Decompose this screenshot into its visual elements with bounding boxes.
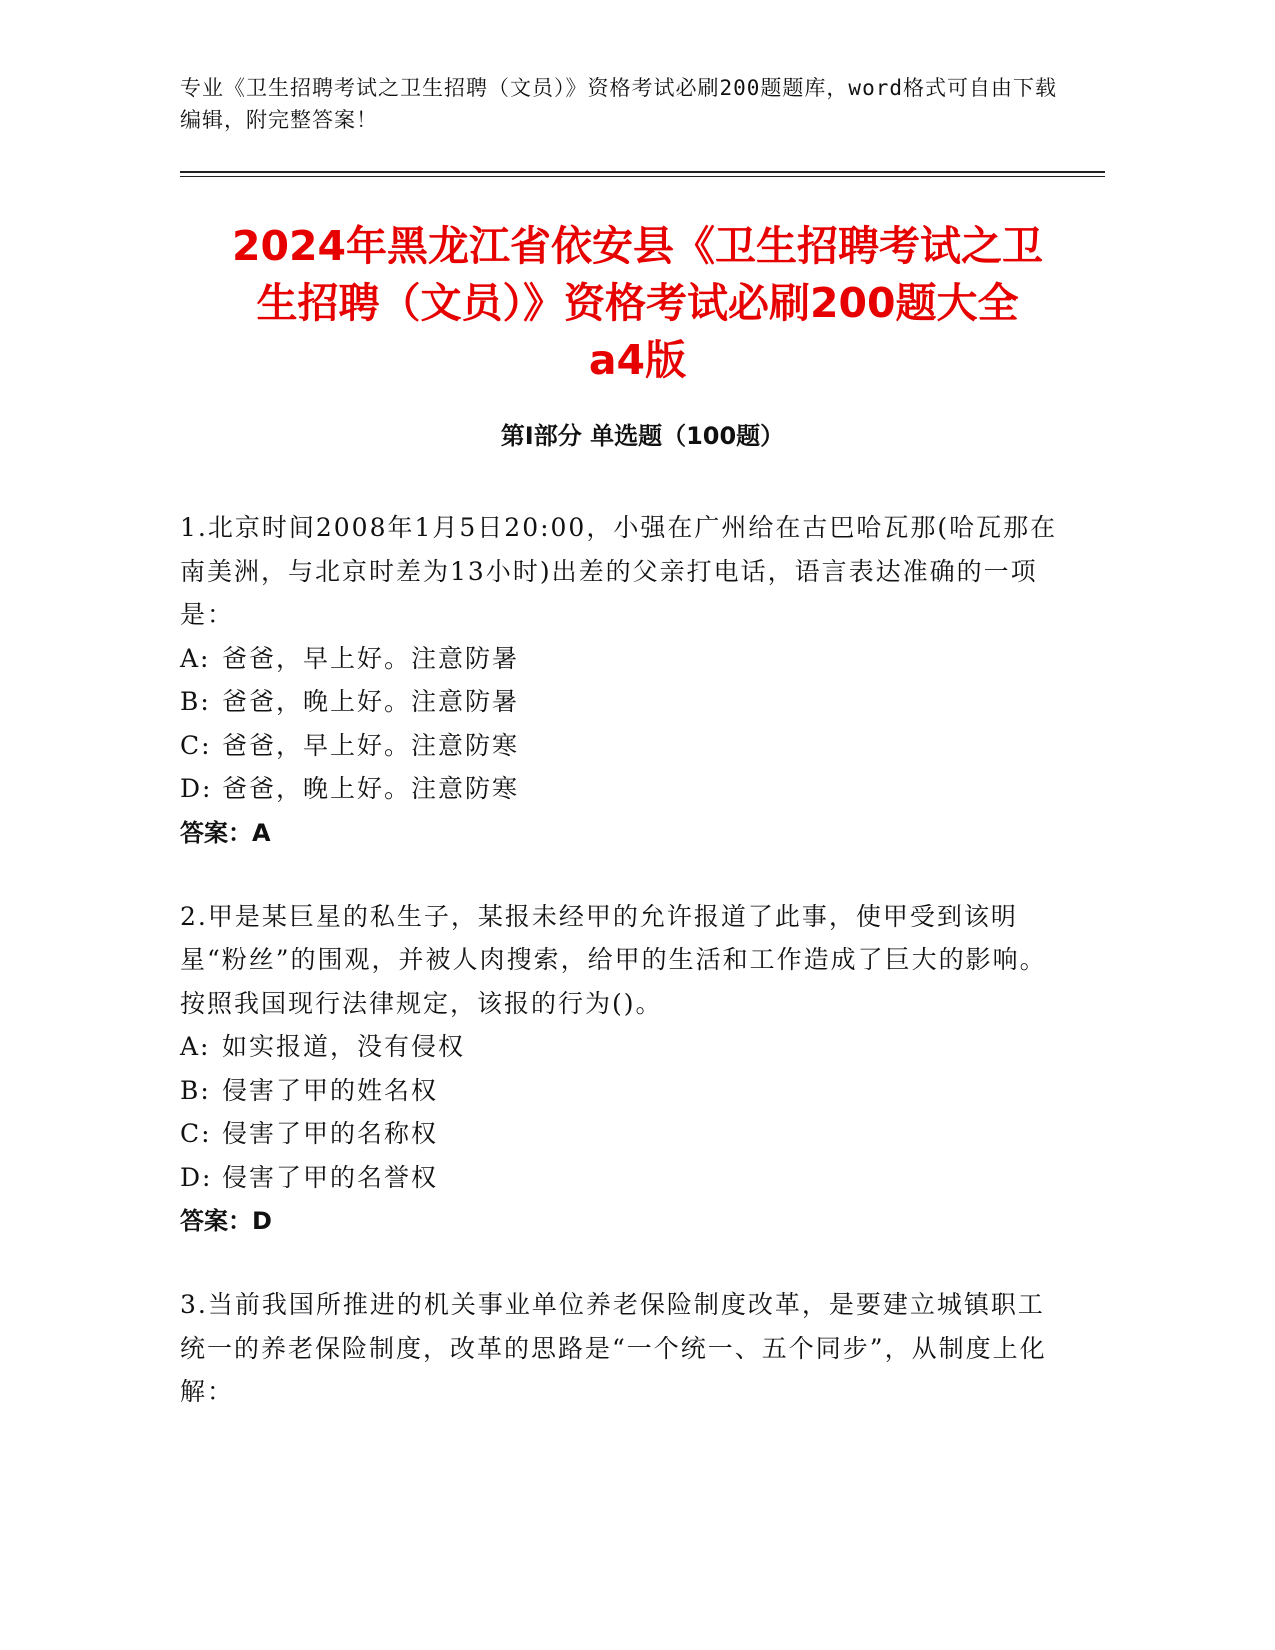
option-letter: C:	[180, 730, 212, 760]
document-title	[150, 218, 1125, 389]
option-c	[180, 1112, 1060, 1156]
option-c	[180, 724, 1060, 768]
answer-label: 答案：A	[180, 818, 271, 847]
option-text: 爸爸，早上好。注意防暑	[222, 643, 520, 673]
title-line-3: a4版	[588, 336, 687, 384]
option-a	[180, 1025, 1060, 1069]
option-letter: B:	[180, 687, 211, 716]
question-stem: 3.当前我国所推进的机关事业单位养老保险制度改革，是要建立城镇职工统一的养老保险制度，改革的思路是“一个统一、五个同步”，从制度上化解：	[180, 1290, 1047, 1406]
question-2	[180, 895, 1060, 1244]
question-1	[180, 506, 1060, 855]
question-3	[180, 1283, 1060, 1414]
answer-label: 答案：D	[180, 1207, 272, 1235]
option-text: 侵害了甲的姓名权	[222, 1075, 439, 1105]
option-letter: A:	[180, 1032, 211, 1061]
option-b	[180, 1069, 1060, 1113]
option-a	[180, 637, 1060, 681]
header-note: 专业《卫生招聘考试之卫生招聘（文员）》资格考试必刷200题题库，word格式可自由下载编辑，附完整答案！	[180, 76, 1057, 132]
option-d	[180, 767, 1060, 811]
option-letter: C:	[180, 1119, 212, 1148]
option-b	[180, 680, 1060, 724]
option-text: 侵害了甲的名誉权	[222, 1162, 439, 1192]
header-divider-thick	[180, 171, 1105, 173]
question-list	[180, 506, 1060, 1454]
title-line-1: 2024年黑龙江省依安县《卫生招聘考试之卫	[231, 222, 1044, 270]
option-d	[180, 1156, 1060, 1200]
option-letter: B:	[180, 1075, 211, 1105]
option-text: 爸爸，晚上好。注意防寒	[222, 774, 520, 803]
option-text: 如实报道，没有侵权	[222, 1032, 466, 1061]
question-stem: 2.甲是某巨星的私生子，某报未经甲的允许报道了此事，使甲受到该明星“粉丝”的围观，并被人肉搜索，给甲的生活和工作造成了巨大的影响。按照我国现行法律规定，该报的行为()。	[180, 901, 1047, 1018]
option-letter: D:	[180, 774, 213, 803]
question-stem: 1.北京时间2008年1月5日20:00，小强在广州给在古巴哈瓦那(哈瓦那在南美洲，与北京时差为13小时)出差的父亲打电话，语言表达准确的一项是：	[180, 513, 1058, 629]
option-letter: D:	[180, 1162, 213, 1192]
title-line-2: 生招聘（文员）》资格考试必刷200题大全	[256, 279, 1019, 327]
option-text: 爸爸，早上好。注意防寒	[222, 730, 520, 760]
option-text: 侵害了甲的名称权	[222, 1119, 439, 1148]
header-divider-thin	[180, 176, 1105, 177]
option-text: 爸爸，晚上好。注意防暑	[222, 687, 520, 716]
option-letter: A:	[180, 643, 211, 673]
section-title: 第Ⅰ部分 单选题（100题）	[500, 422, 785, 450]
